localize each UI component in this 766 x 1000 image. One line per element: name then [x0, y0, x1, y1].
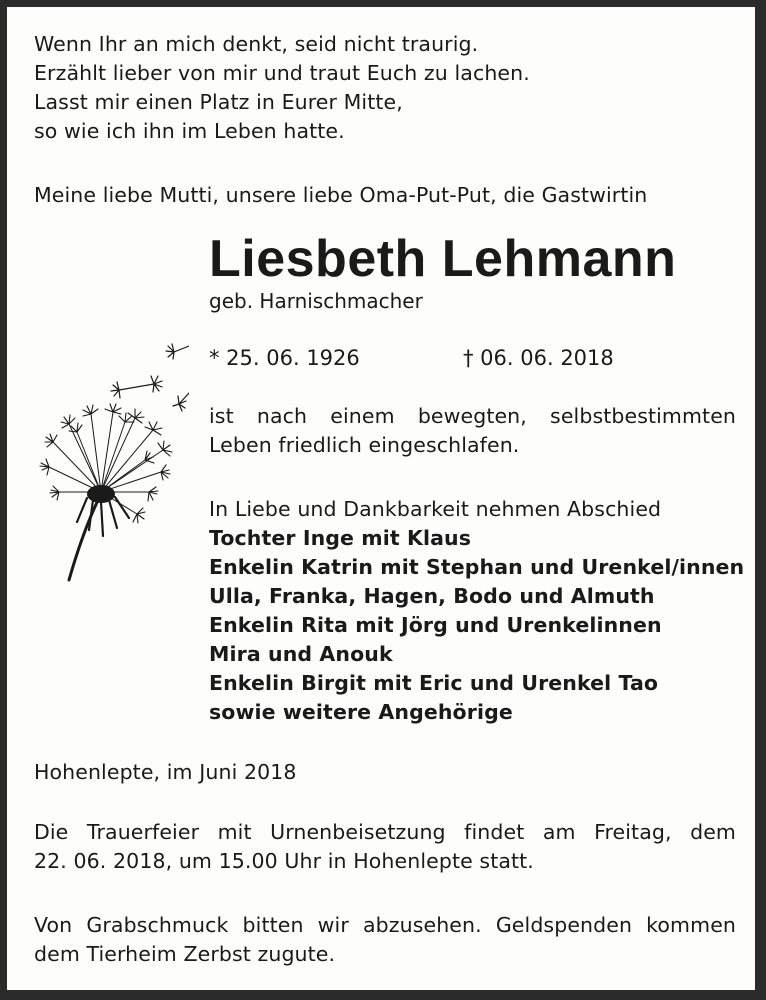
donation-note: Von Grabschmuck bitten wir abzusehen. Geldspenden kommen: [34, 913, 736, 937]
poem-line: Lasst mir einen Platz in Eurer Mitte,: [34, 90, 403, 114]
mourner-line: Enkelin Birgit mit Eric und Urenkel Tao: [209, 671, 659, 695]
dandelion-icon: [29, 332, 189, 582]
mourner-line: Ulla, Franka, Hagen, Bodo und Almuth: [209, 584, 655, 608]
mourner-line: sowie weitere Angehörige: [209, 700, 513, 724]
poem-line: Wenn Ihr an mich denkt, seid nicht traurig.: [34, 32, 479, 56]
poem: [34, 30, 530, 146]
intro-text: Meine liebe Mutti, unsere liebe Oma-Put-Put, die Gastwirtin: [34, 183, 648, 207]
poem-line: Erzählt lieber von mir und traut Euch zu lachen.: [34, 61, 530, 85]
mourner-line: Mira und Anouk: [209, 642, 393, 666]
mourner-line: Enkelin Katrin mit Stephan und Urenkel/innen: [209, 555, 745, 579]
birth-name: geb. Harnischmacher: [209, 289, 423, 313]
mourners-list: [209, 524, 744, 727]
donation-note-end: dem Tierheim Zerbst zugute.: [34, 942, 336, 966]
funeral-info: Die Trauerfeier mit Urnenbeisetzung findet am Freitag, dem: [34, 820, 736, 844]
death-message-end: Leben friedlich eingeschlafen.: [209, 433, 520, 457]
mourner-line: Tochter Inge mit Klaus: [209, 526, 472, 550]
obituary-notice: [7, 7, 755, 990]
funeral-info-end: 22. 06. 2018, um 15.00 Uhr in Hohenlepte statt.: [34, 849, 534, 873]
mourner-line: Enkelin Rita mit Jörg und Urenkelinnen: [209, 613, 662, 637]
deceased-name: Liesbeth Lehmann: [209, 230, 677, 288]
farewell-intro: In Liebe und Dankbarkeit nehmen Abschied: [209, 497, 662, 521]
death-date: † 06. 06. 2018: [463, 346, 614, 370]
poem-line: so wie ich ihn im Leben hatte.: [34, 119, 345, 143]
death-message: ist nach einem bewegten, selbstbestimmten: [209, 404, 736, 428]
place-date: Hohenlepte, im Juni 2018: [34, 760, 297, 784]
birth-date: * 25. 06. 1926: [209, 346, 360, 370]
